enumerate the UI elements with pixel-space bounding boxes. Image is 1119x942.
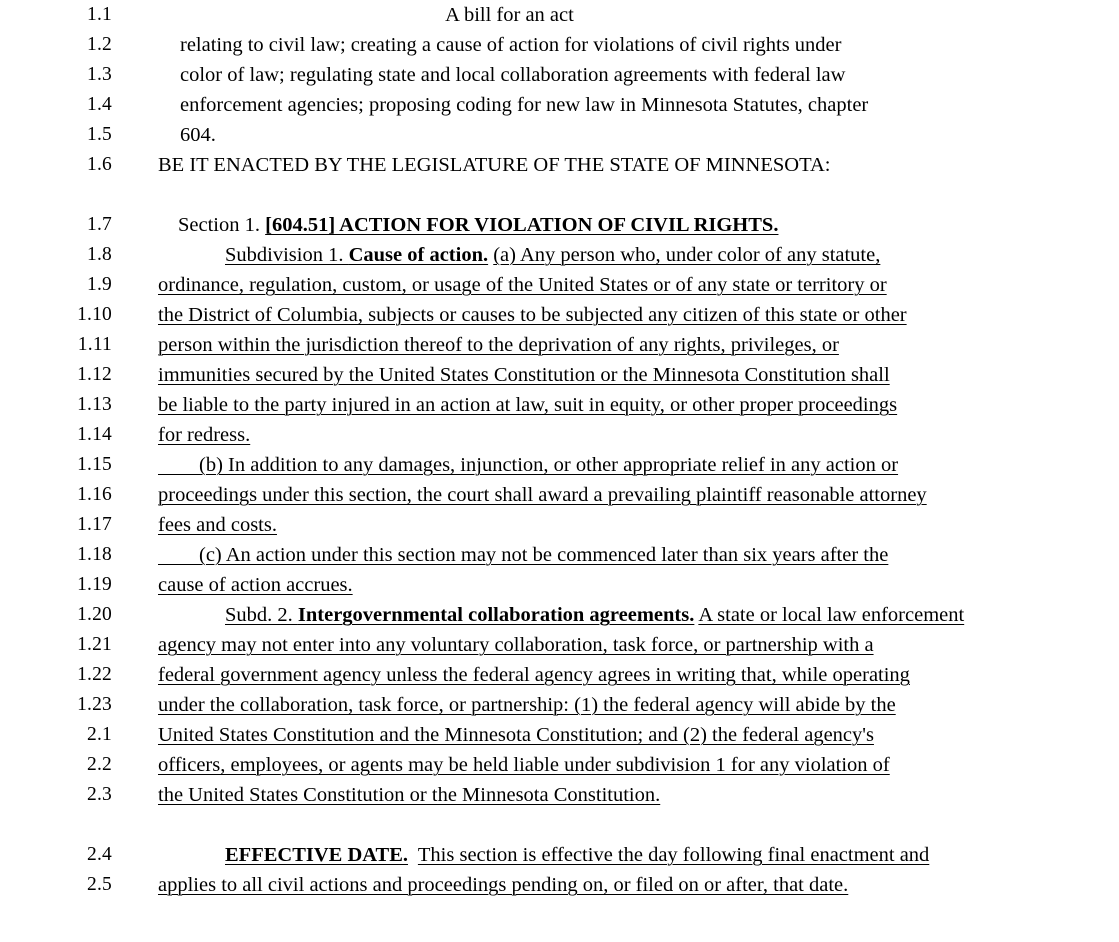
bill-line-row (0, 420, 1119, 450)
bill-line-text (130, 360, 1119, 390)
bill-line-text (130, 210, 1119, 240)
bill-line-text (130, 240, 1119, 270)
line-number: 1.22 (77, 664, 112, 685)
bill-text-segment: officers, employees, or agents may be held liable under subdivision 1 for any violation of (158, 754, 890, 776)
bill-text-segment: agency may not enter into any voluntary collaboration, task force, or partnership with a (158, 634, 874, 656)
bill-text-segment: BE IT ENACTED BY THE LEGISLATURE OF THE STATE OF MINNESOTA: (158, 154, 831, 176)
bill-text-segment: (a) Any person who, under color of any statute, (493, 244, 881, 266)
line-number: 1.7 (87, 214, 112, 235)
line-number: 1.2 (87, 34, 112, 55)
line-number: 2.4 (87, 844, 112, 865)
bill-text-segment: fees and costs. (158, 514, 277, 536)
bill-line-text (130, 90, 1119, 120)
bill-line-text (130, 0, 1119, 30)
line-number: 1.8 (87, 244, 112, 265)
bill-line-row (0, 120, 1119, 150)
bill-text-segment: A bill for an act (445, 4, 574, 26)
bill-line-row (0, 210, 1119, 240)
bill-line-row (0, 90, 1119, 120)
line-number: 1.11 (77, 334, 112, 355)
bill-text-segment: Intergovernmental collaboration agreements. (297, 604, 695, 626)
bill-line-text (130, 720, 1119, 750)
bill-line-row (0, 0, 1119, 30)
bill-line-text (130, 450, 1119, 480)
line-number: 1.13 (77, 394, 112, 415)
bill-line-text (130, 150, 1119, 180)
bill-line-text (130, 870, 1119, 900)
bill-line-text (130, 30, 1119, 60)
bill-line-row (0, 600, 1119, 630)
line-number: 1.12 (77, 364, 112, 385)
bill-line-row (0, 270, 1119, 300)
line-number: 1.4 (87, 94, 112, 115)
bill-text-segment: applies to all civil actions and proceedings pending on, or filed on or after, that date. (158, 874, 849, 896)
bill-line-text (130, 480, 1119, 510)
bill-line-text (130, 840, 1119, 870)
line-number: 1.9 (87, 274, 112, 295)
bill-text-segment: federal government agency unless the federal agency agrees in writing that, while operating (158, 664, 910, 686)
bill-text-segment: proceedings under this section, the court shall award a prevailing plaintiff reasonable attorney (158, 484, 927, 506)
line-number: 2.3 (87, 784, 112, 805)
bill-text-segment: Subd. 2. (225, 604, 298, 626)
bill-line-row (0, 840, 1119, 870)
bill-line-text (130, 270, 1119, 300)
bill-line-row (0, 660, 1119, 690)
line-number: 2.2 (87, 754, 112, 775)
bill-text-segment: the District of Columbia, subjects or causes to be subjected any citizen of this state or other (158, 304, 907, 326)
bill-line-text (130, 780, 1119, 810)
bill-text-segment: immunities secured by the United States Constitution or the Minnesota Constitution shall (158, 364, 890, 386)
line-number: 1.6 (87, 154, 112, 175)
line-number: 1.15 (77, 454, 112, 475)
bill-line-row (0, 240, 1119, 270)
bill-text-segment: enforcement agencies; proposing coding for new law in Minnesota Statutes, chapter (180, 94, 869, 116)
bill-line-row (0, 480, 1119, 510)
bill-line-text (130, 600, 1119, 630)
line-spacer (0, 810, 1119, 840)
line-number: 1.16 (77, 484, 112, 505)
bill-text-segment: EFFECTIVE DATE. (225, 844, 409, 866)
bill-line-row (0, 630, 1119, 660)
bill-text-segment: under the collaboration, task force, or partnership: (1) the federal agency will abide by the (158, 694, 896, 716)
line-spacer (0, 180, 1119, 210)
bill-text-segment: A state or local law enforcement (698, 604, 965, 626)
bill-line-text (130, 570, 1119, 600)
line-number: 1.23 (77, 694, 112, 715)
bill-text-segment: the United States Constitution or the Minnesota Constitution. (158, 784, 661, 806)
bill-line-row (0, 330, 1119, 360)
bill-text-segment: person within the jurisdiction thereof to the deprivation of any rights, privileges, or (158, 334, 839, 356)
bill-line-text (130, 120, 1119, 150)
bill-line-text (130, 60, 1119, 90)
line-number: 1.10 (77, 304, 112, 325)
bill-line-row (0, 870, 1119, 900)
bill-line-text (130, 660, 1119, 690)
bill-text-segment: [604.51] ACTION FOR VIOLATION OF CIVIL RIGHTS. (265, 214, 779, 236)
line-number: 1.1 (87, 4, 112, 25)
bill-line-row (0, 690, 1119, 720)
bill-text-segment: cause of action accrues. (158, 574, 353, 596)
bill-text-segment: for redress. (158, 424, 251, 446)
bill-line-text (130, 630, 1119, 660)
bill-text-segment: ordinance, regulation, custom, or usage of the United States or of any state or territory or (158, 274, 887, 296)
bill-line-row (0, 450, 1119, 480)
line-number: 1.18 (77, 544, 112, 565)
line-number: 1.3 (87, 64, 112, 85)
bill-line-text (130, 510, 1119, 540)
bill-text-segment: color of law; regulating state and local collaboration agreements with federal law (180, 64, 846, 86)
bill-line-text (130, 750, 1119, 780)
bill-line-text (130, 690, 1119, 720)
line-number: 2.5 (87, 874, 112, 895)
bill-line-text (130, 540, 1119, 570)
bill-line-row (0, 150, 1119, 180)
bill-text-segment: relating to civil law; creating a cause of action for violations of civil rights under (180, 34, 842, 56)
bill-line-text (130, 420, 1119, 450)
bill-line-row (0, 30, 1119, 60)
bill-text-segment: Cause of action. (348, 244, 489, 266)
bill-line-text (130, 330, 1119, 360)
bill-text-segment: Subdivision 1. (225, 244, 349, 266)
bill-text-segment: (b) In addition to any damages, injunction, or other appropriate relief in any action or (158, 454, 899, 476)
bill-line-text (130, 300, 1119, 330)
bill-line-text (130, 390, 1119, 420)
bill-line-row (0, 300, 1119, 330)
bill-text-segment: Section 1. (178, 214, 266, 236)
bill-text-segment: United States Constitution and the Minnesota Constitution; and (2) the federal agency's (158, 724, 874, 746)
bill-text-segment: be liable to the party injured in an action at law, suit in equity, or other proper proceedings (158, 394, 898, 416)
line-number: 1.14 (77, 424, 112, 445)
bill-line-row (0, 750, 1119, 780)
line-number: 1.5 (87, 124, 112, 145)
bill-text-segment: This section is effective the day following final enactment and (417, 844, 930, 866)
bill-line-row (0, 540, 1119, 570)
bill-text-segment: (c) An action under this section may not be commenced later than six years after the (158, 544, 889, 566)
bill-line-row (0, 780, 1119, 810)
line-number: 1.17 (77, 514, 112, 535)
line-number: 2.1 (87, 724, 112, 745)
line-number: 1.21 (77, 634, 112, 655)
bill-line-row (0, 570, 1119, 600)
bill-line-row (0, 360, 1119, 390)
bill-text-segment: 604. (180, 124, 216, 146)
bill-line-row (0, 390, 1119, 420)
bill-line-row (0, 720, 1119, 750)
bill-text-segment (408, 844, 418, 866)
bill-line-row (0, 510, 1119, 540)
line-number: 1.20 (77, 604, 112, 625)
bill-line-row (0, 60, 1119, 90)
line-number: 1.19 (77, 574, 112, 595)
